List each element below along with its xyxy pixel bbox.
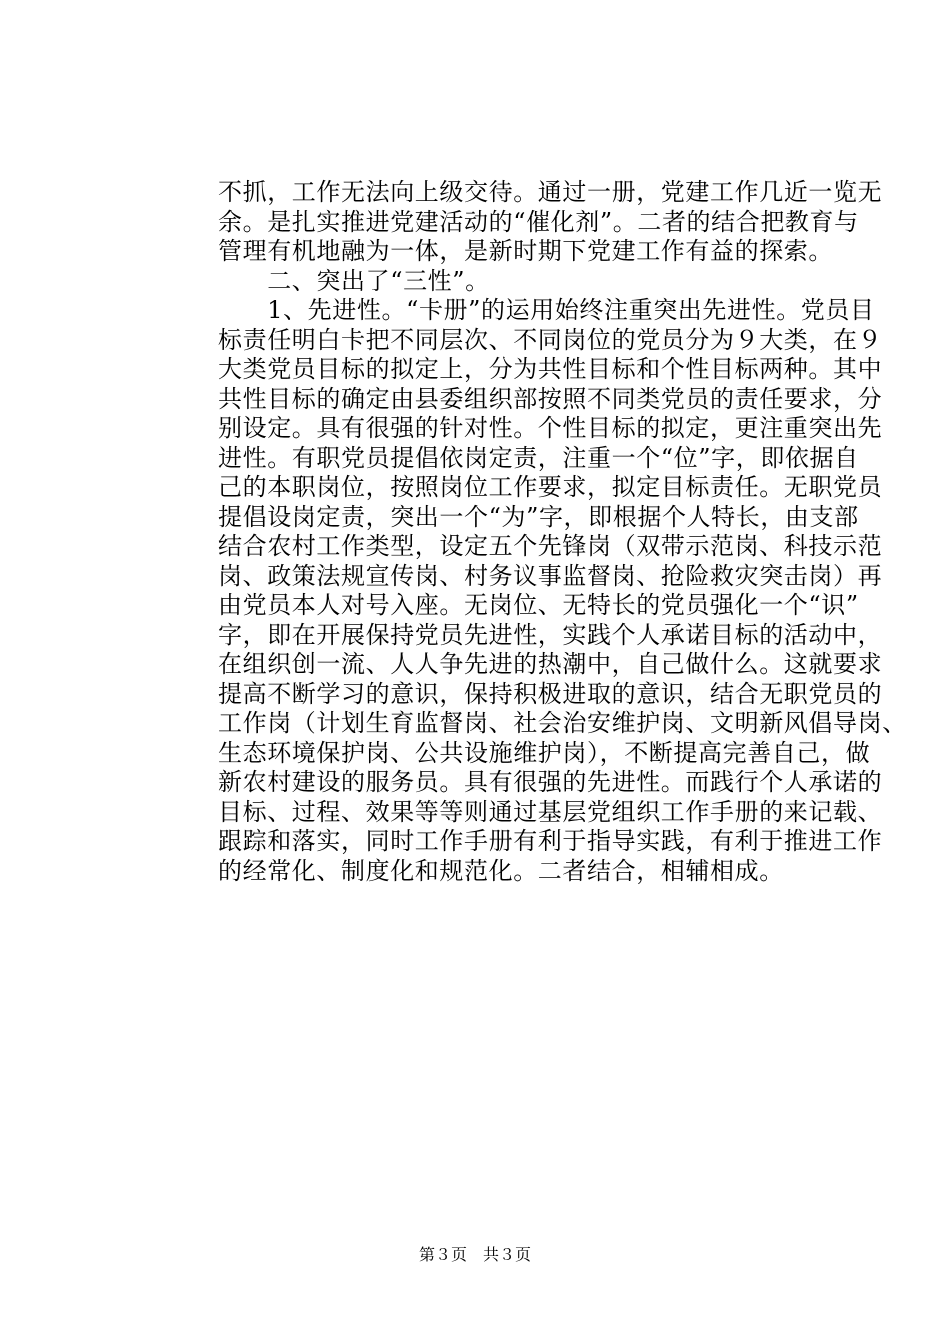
text-line: 字，即在开展保持党员先进性，实践个人承诺目标的活动中， [218,620,883,649]
text-line: 余。是扎实推进党建活动的“催化剂”。二者的结合把教育与 [218,207,859,236]
text-line: 共性目标的确定由县委组织部按照不同类党员的责任要求，分 [218,384,883,413]
text-line: 结合农村工作类型，设定五个先锋岗（双带示范岗、科技示范 [218,532,883,560]
text-line: 由党员本人对号入座。无岗位、无特长的党员强化一个“识” [218,591,859,619]
section-heading: 二、突出了“三性”。 [218,266,490,295]
text-line: 己的本职岗位，按照岗位工作要求，拟定目标责任。无职党员 [218,473,883,501]
text-line: 1、先进性。“卡册”的运用始终注重突出先进性。党员目 [218,296,875,324]
text-line: 进性。有职党员提倡依岗定责，注重一个“位”字，即依据自 [218,443,859,472]
text-line: 管理有机地融为一体，是新时期下党建工作有益的探索。 [218,237,833,265]
text-line: 新农村建设的服务员。具有很强的先进性。而践行个人承诺的 [218,768,883,796]
text-line: 生态环境保护岗、公共设施维护岗），不断提高完善自己，做 [218,738,871,767]
text-line: 提倡设岗定责，突出一个“为”字，即根据个人特长，由支部 [218,502,859,531]
text-line: 的经常化、制度化和规范化。二者结合，相辅相成。 [218,856,784,885]
page-number-footer: 第３页 共３页 [418,1245,531,1264]
text-line: 不抓，工作无法向上级交待。通过一册，党建工作几近一览无 [218,178,883,206]
text-line: 岗、政策法规宣传岗、村务议事监督岗、抢险救灾突击岗）再 [218,561,883,590]
text-line: 提高不断学习的意识，保持积极进取的意识，结合无职党员的 [218,679,883,708]
text-line: 大类党员目标的拟定上，分为共性目标和个性目标两种。其中 [218,355,883,383]
text-line: 标责任明白卡把不同层次、不同岗位的党员分为９大类，在９ [218,325,883,354]
document-body [218,178,907,886]
text-line: 跟踪和落实，同时工作手册有利于指导实践，有利于推进工作 [218,827,883,855]
text-line: 在组织创一流、人人争先进的热潮中，自己做什么。这就要求 [218,650,883,678]
text-line: 目标、过程、效果等等则通过基层党组织工作手册的来记载、 [218,797,883,826]
text-line: 工作岗（计划生育监督岗、社会治安维护岗、文明新风倡导岗、 [218,709,907,737]
text-line: 别设定。具有很强的针对性。个性目标的拟定，更注重突出先 [218,414,883,442]
